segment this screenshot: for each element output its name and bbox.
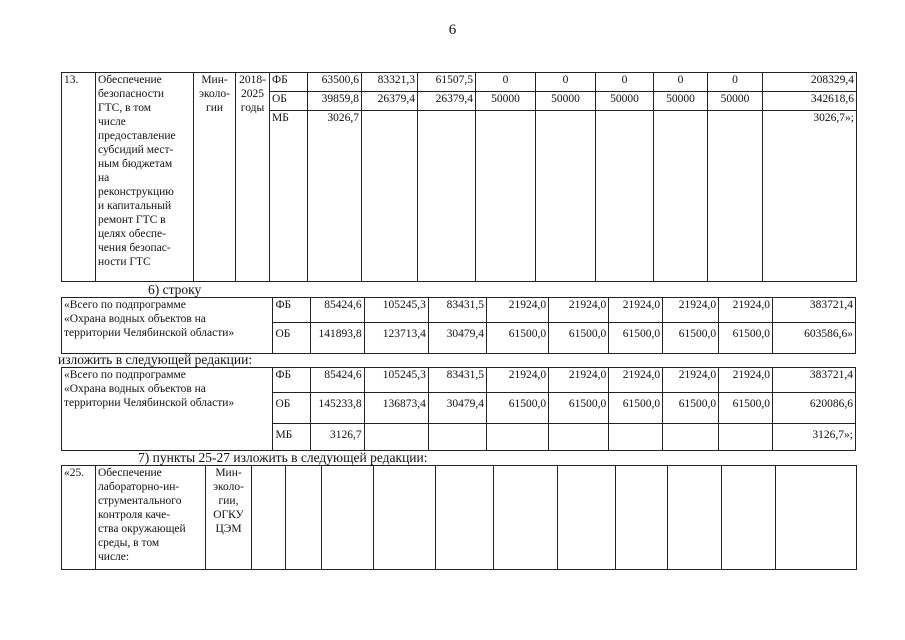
value-cell: 21924,0 [663,298,719,323]
value-cell: 21924,0 [609,298,663,323]
funding-source: ФБ [270,73,308,92]
total-cell: 383721,4 [773,368,856,393]
value-cell [364,424,428,451]
value-cell [428,424,486,451]
value-cell [374,466,436,570]
value-cell [654,111,708,282]
item-number: «25. [62,466,96,570]
funding-source: ОБ [273,323,310,354]
funding-source: МБ [273,424,310,451]
item-13-table [61,72,857,282]
value-cell: 61500,0 [486,393,548,424]
value-cell: 0 [536,73,596,92]
value-cell: 61500,0 [663,393,719,424]
value-cell: 61500,0 [549,393,609,424]
value-cell: 50000 [596,92,654,111]
value-cell: 0 [708,73,763,92]
value-cell: 21924,0 [549,368,609,393]
value-cell: 21924,0 [609,368,663,393]
funding-source: ФБ [273,298,310,323]
total-cell: 3026,7»; [763,111,857,282]
value-cell: 61500,0 [663,323,719,354]
value-cell [668,466,722,570]
value-cell: 123713,4 [364,323,428,354]
total-cell: 208329,4 [763,73,857,92]
value-cell: 61500,0 [719,323,773,354]
value-cell [536,111,596,282]
value-cell: 21924,0 [663,368,719,393]
value-cell: 30479,4 [428,393,486,424]
value-cell [418,111,476,282]
value-cell: 105245,3 [364,298,428,323]
value-cell [322,466,374,570]
value-cell: 3026,7 [308,111,362,282]
value-cell: 61500,0 [486,323,548,354]
caption-row-6: 6) строку [148,282,202,297]
value-cell [494,466,558,570]
item-number: 13. [62,73,96,282]
item-name: Обеспечение лабораторно-ин- струментального контроля каче- ства окружающей среды, в том числе: [96,466,206,570]
value-cell: 21924,0 [719,368,773,393]
total-cell [776,466,857,570]
funding-source: ОБ [270,92,308,111]
total-cell: 342618,6 [763,92,857,111]
value-cell [476,111,536,282]
value-cell [362,111,418,282]
value-cell: 61500,0 [719,393,773,424]
page-number: 6 [448,22,457,38]
value-cell: 21924,0 [486,368,548,393]
value-cell [549,424,609,451]
total-name: «Всего по подпрограмме «Охрана водных объектов на территории Челябинской области» [62,368,273,451]
new-total-table [61,367,856,451]
value-cell: 63500,6 [308,73,362,92]
old-total-table [61,297,856,354]
value-cell: 105245,3 [364,368,428,393]
value-cell: 3126,7 [310,424,364,451]
value-cell: 30479,4 [428,323,486,354]
value-cell: 21924,0 [486,298,548,323]
value-cell: 85424,6 [310,298,364,323]
funding-source: ФБ [273,368,310,393]
caption-new-edition: изложить в следующей редакции: [58,352,253,367]
value-cell: 61500,0 [609,393,663,424]
value-cell: 39859,8 [308,92,362,111]
value-cell: 50000 [536,92,596,111]
value-cell: 141893,8 [310,323,364,354]
total-cell: 620086,6 [773,393,856,424]
value-cell: 21924,0 [719,298,773,323]
item-25-table [61,465,857,570]
period: 2018- 2025 годы [236,73,270,282]
value-cell [596,111,654,282]
value-cell: 136873,4 [364,393,428,424]
value-cell [486,424,548,451]
value-cell [708,111,763,282]
value-cell: 61500,0 [609,323,663,354]
value-cell: 83431,5 [428,298,486,323]
value-cell: 50000 [476,92,536,111]
value-cell: 83431,5 [428,368,486,393]
value-cell: 21924,0 [549,298,609,323]
period [252,466,286,570]
funding-source [286,466,322,570]
value-cell: 26379,4 [418,92,476,111]
value-cell [436,466,494,570]
value-cell [722,466,776,570]
funding-source: МБ [270,111,308,282]
funding-source: ОБ [273,393,310,424]
value-cell: 0 [476,73,536,92]
value-cell: 0 [654,73,708,92]
value-cell: 0 [596,73,654,92]
value-cell [663,424,719,451]
caption-items-25-27: 7) пункты 25-27 изложить в следующей редакции: [138,450,428,465]
value-cell: 145233,8 [310,393,364,424]
total-cell: 3126,7»; [773,424,856,451]
value-cell: 83321,3 [362,73,418,92]
value-cell [616,466,668,570]
value-cell [719,424,773,451]
value-cell: 61507,5 [418,73,476,92]
value-cell [609,424,663,451]
total-cell: 603586,6» [773,323,856,354]
value-cell: 50000 [654,92,708,111]
executor: Мин- эколо- гии, ОГКУ ЦЭМ [206,466,252,570]
value-cell: 50000 [708,92,763,111]
value-cell [558,466,616,570]
value-cell: 85424,6 [310,368,364,393]
total-cell: 383721,4 [773,298,856,323]
total-name: «Всего по подпрограмме «Охрана водных объектов на территории Челябинской области» [62,298,273,354]
executor: Мин- эколо- гии [194,73,236,282]
value-cell: 26379,4 [362,92,418,111]
item-name: Обеспечение безопасности ГТС, в том числе предоставление субсидий мест- ным бюджетам на реконструкцию и капитальный ремонт ГТС в целях обеспе- чения безопас- ности ГТС [96,73,194,282]
value-cell: 61500,0 [549,323,609,354]
